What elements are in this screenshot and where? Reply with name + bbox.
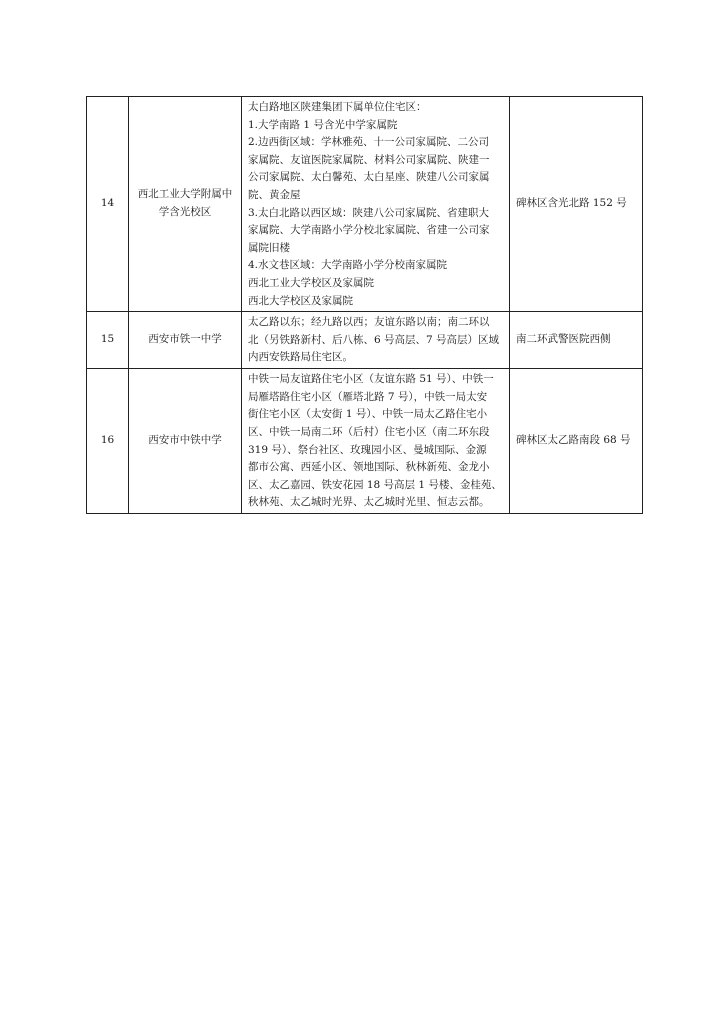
school-name: [129, 369, 242, 514]
enrollment-area: [242, 97, 510, 312]
area-line: 区、太乙嘉园、铁安花园 18 号高层 1 号楼、金桂苑、: [248, 478, 502, 491]
school-name: [129, 97, 242, 312]
school-name-text: 西安市铁一中学: [148, 333, 222, 346]
row-number: [87, 97, 129, 312]
area-line: 属院旧楼: [248, 241, 290, 254]
area-line: 3.太白北路以西区域：陕建八公司家属院、省建职大: [248, 206, 490, 219]
area-line: 秋林苑、太乙城时光界、太乙城时光里、恒志云都。: [248, 496, 490, 509]
row-number-text: 14: [100, 197, 115, 210]
table-row: [87, 312, 643, 369]
area-line: 都市公寓、西延小区、领地国际、秋林新苑、金龙小: [248, 461, 490, 474]
school-name-text: 西安市中铁中学: [148, 434, 222, 447]
school-name-text: 西北工业大学附属中学含光校区: [137, 188, 233, 219]
area-line: 公司家属院、太白馨苑、太白星座、陕建八公司家属: [248, 171, 490, 184]
table-row: [87, 97, 643, 312]
area-line: 319 号）、祭台社区、玫瑰园小区、曼城国际、金源: [248, 443, 487, 456]
area-line: 院、黄金屋: [248, 188, 301, 201]
area-line: 街住宅小区（太安街 1 号）、中铁一局太乙路住宅小: [248, 408, 488, 421]
row-number-text: 15: [100, 333, 115, 346]
school-address: [510, 369, 643, 514]
area-line: 内西安铁路局住宅区。: [248, 351, 353, 364]
enrollment-area: [242, 312, 510, 369]
school-district-table: [86, 96, 643, 514]
enrollment-area: [242, 369, 510, 514]
school-address-text: 碑林区太乙路南段 68 号: [516, 434, 631, 447]
area-line: 中铁一局友谊路住宅小区（友谊东路 51 号）、中铁一: [248, 373, 494, 386]
school-name: [129, 312, 242, 369]
area-line: 北（另铁路新村、后八栋、6 号高层、7 号高层）区域: [248, 333, 500, 346]
area-line: 西北工业大学校区及家属院: [248, 276, 374, 289]
school-address-text: 南二环武警医院西侧: [516, 333, 611, 346]
area-line: 4.水文巷区域：大学南路小学分校南家属院: [248, 259, 448, 272]
area-line: 局雁塔路住宅小区（雁塔北路 7 号），中铁一局太安: [248, 390, 488, 403]
row-number: [87, 312, 129, 369]
row-number-text: 16: [100, 434, 115, 447]
area-line: 2.边西街区域：学林雅苑、十一公司家属院、二公司: [248, 136, 490, 149]
area-line: 西北大学校区及家属院: [248, 294, 353, 307]
table-row: [87, 369, 643, 514]
school-address: [510, 97, 643, 312]
area-line: 家属院、友谊医院家属院、材料公司家属院、陕建一: [248, 153, 490, 166]
row-number: [87, 369, 129, 514]
area-line: 太白路地区陕建集团下属单位住宅区：: [248, 101, 427, 113]
area-line: 区、中铁一局南二环（后村）住宅小区（南二环东段: [248, 425, 490, 438]
school-address-text: 碑林区含光北路 152 号: [516, 197, 627, 210]
area-line: 家属院、大学南路小学分校北家属院、省建一公司家: [248, 224, 490, 237]
school-address: [510, 312, 643, 369]
area-line: 太乙路以东；经九路以西；友谊东路以南；南二环以: [248, 316, 490, 329]
area-line: 1.大学南路 1 号含光中学家属院: [248, 118, 398, 131]
